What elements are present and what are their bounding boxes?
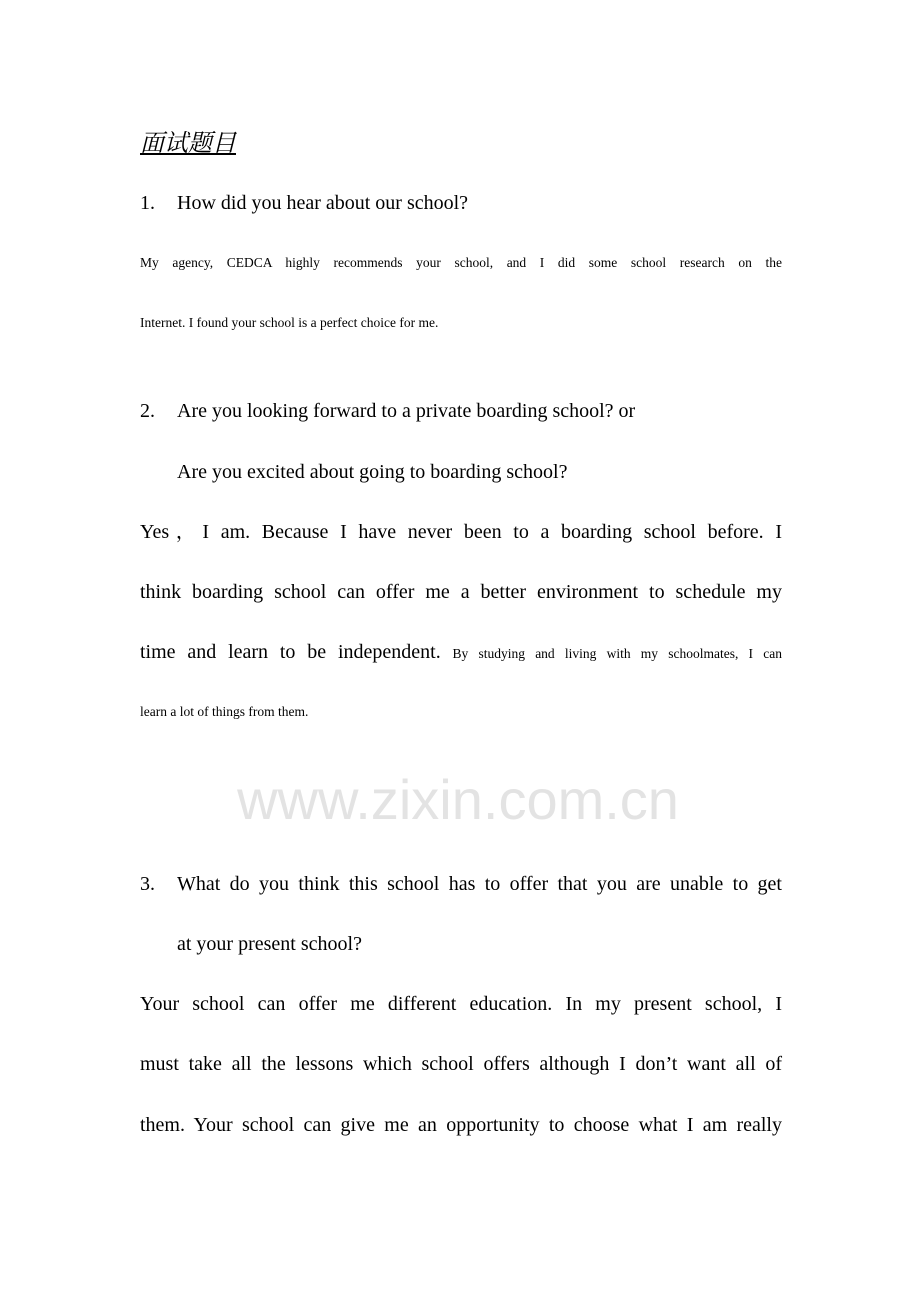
watermark: www.zixin.com.cn [237,768,679,831]
answer-1-line: My agency, CEDCA highly recommends your school, and I did some school research on the [140,255,782,270]
answer-2-line-large: time and learn to be independent. [140,641,441,663]
answer-2-line: think boarding school can offer me a better environment to schedule my [140,581,782,603]
answer-2-line: learn a lot of things from them. [140,704,309,719]
question-2-text: Are you looking forward to a private boarding school? or [177,400,636,422]
question-1-number: 1. [140,192,155,214]
answer-3-line: must take all the lessons which school offers although I don’t want all of [140,1053,782,1075]
answer-2-line: Yes，I am. Because I have never been to a boarding school before. I [140,521,782,543]
answer-1-line: Internet. I found your school is a perfect choice for me. [140,315,439,330]
document-title: 面试题目 [140,129,236,157]
question-2-number: 2. [140,400,155,422]
answer-2-line-small: By studying and living with my schoolmates, I can [452,646,782,661]
answer-2-line [140,640,782,666]
question-3-text: at your present school? [177,933,362,955]
question-1-text: How did you hear about our school? [177,192,469,214]
question-2-text: Are you excited about going to boarding school? [177,461,568,483]
answer-3-line: them. Your school can give me an opportunity to choose what I am really [140,1114,782,1136]
question-3-number: 3. [140,873,155,895]
question-3-text: What do you think this school has to offer that you are unable to get [177,873,782,895]
answer-3-line: Your school can offer me different education. In my present school, I [140,993,782,1015]
